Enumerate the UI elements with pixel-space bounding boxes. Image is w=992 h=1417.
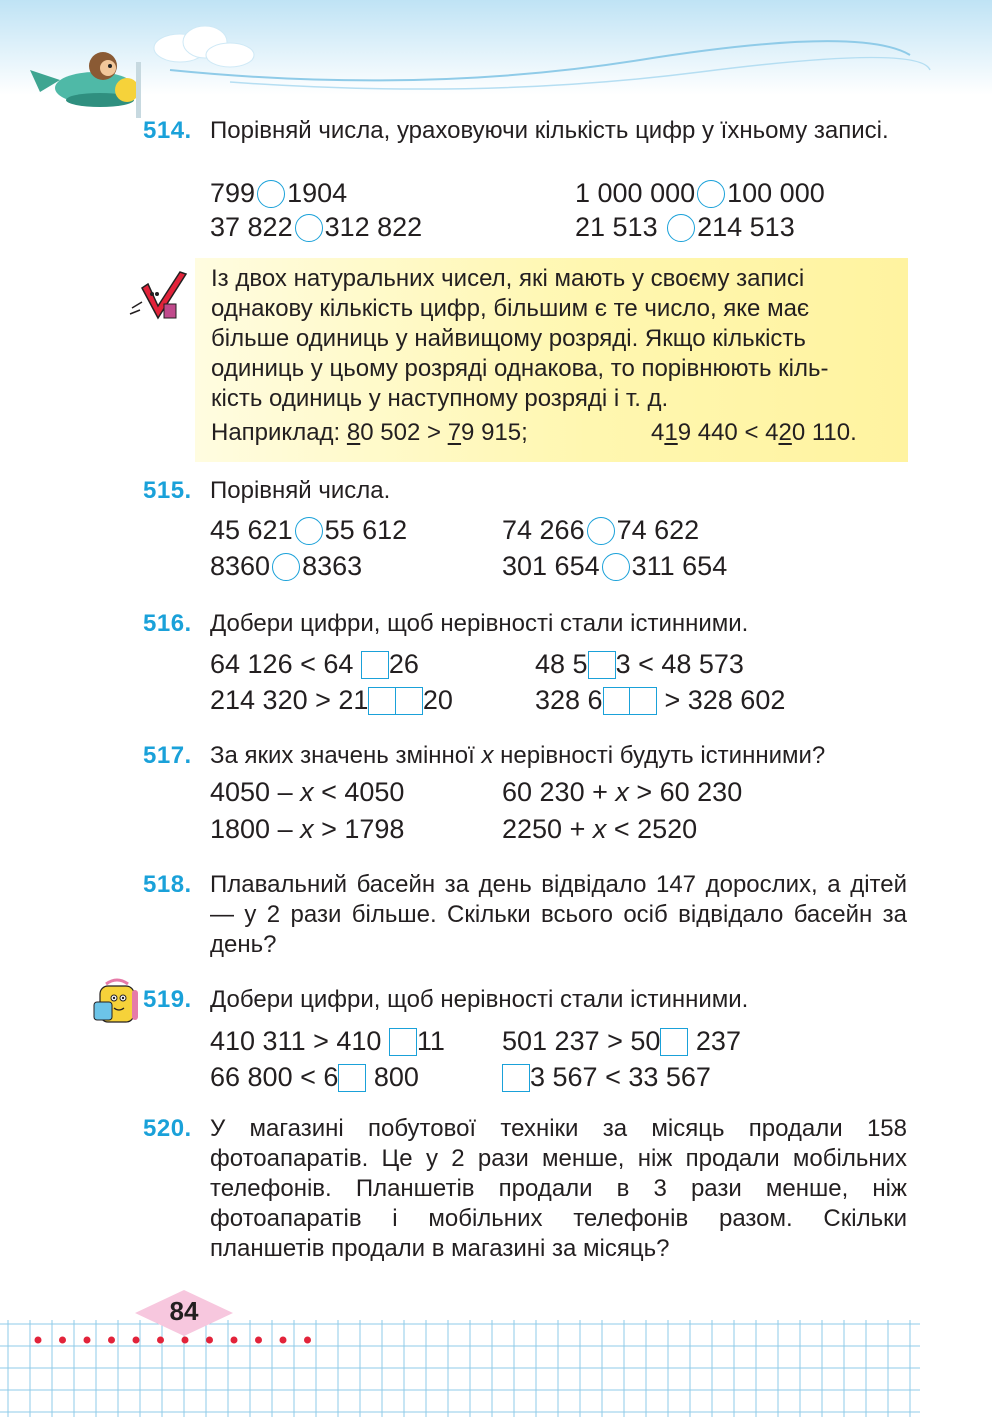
comparison-row [575, 210, 795, 244]
exercise-text: Порівняй числа. [210, 477, 391, 504]
number-right: 1904 [287, 178, 348, 208]
number-right: 312 822 [324, 212, 423, 242]
inequality-row: 214 320 > 21 20 [210, 685, 453, 715]
page-number: 84 [169, 1296, 199, 1326]
comparison-row: 74 266 74 622 [502, 515, 700, 545]
digit-box[interactable] [660, 1028, 688, 1056]
decor-dot [280, 1337, 287, 1344]
comparison-circle[interactable] [697, 180, 725, 208]
exercise-text: Добери цифри, щоб нерівності стали істинними. [210, 986, 749, 1013]
inequality-row: 4050 – x < 4050 [210, 777, 405, 807]
exercise-text: За яких значень змінної x нерівності будуть істинними? [210, 742, 826, 769]
decor-dot [84, 1337, 91, 1344]
decor-dot [304, 1337, 311, 1344]
rule-line: більше одиниць у найвищому розряді. Якщо кількість [211, 325, 806, 352]
digit-box[interactable] [389, 1028, 417, 1056]
exercise-number: 519. [143, 986, 192, 1013]
decor-dot [206, 1337, 213, 1344]
decor-dot [182, 1337, 189, 1344]
inequality-row: 3 567 < 33 567 [502, 1060, 711, 1094]
comparison-row [210, 210, 422, 244]
exercise-number: 518. [143, 871, 192, 898]
exercise-number: 515. [143, 477, 192, 504]
decor-dot [231, 1337, 238, 1344]
decor-dot [157, 1337, 164, 1344]
comparison-circle[interactable] [272, 553, 300, 581]
digit-box[interactable] [588, 651, 616, 679]
digit-box[interactable] [361, 651, 389, 679]
digit-box[interactable] [395, 687, 423, 715]
digit-box[interactable] [338, 1064, 366, 1092]
comparison-circle[interactable] [295, 214, 323, 242]
inequality-row: 1800 – x > 1798 [210, 814, 405, 844]
inequality-row: 328 6 > 328 602 [535, 685, 786, 715]
decor-dot [35, 1337, 42, 1344]
comparison-row [575, 176, 825, 210]
digit-box[interactable] [502, 1064, 530, 1092]
inequality-row: 410 311 > 410 11 [210, 1026, 445, 1056]
number-left: 1 000 000 [575, 178, 696, 208]
exercise-number: 520. [143, 1115, 192, 1142]
checkmark-rule-icon [128, 268, 192, 330]
number-right: 214 513 [697, 212, 795, 242]
comparison-circle[interactable] [667, 214, 695, 242]
decor-dot [133, 1337, 140, 1344]
sky-header [0, 0, 992, 130]
comparison-circle[interactable] [602, 553, 630, 581]
rule-line: одиниць у цьому розряді однакова, то порівнюють кіль- [211, 355, 829, 382]
number-right: 100 000 [727, 178, 825, 208]
decor-dot [108, 1337, 115, 1344]
comparison-row: 8360 8363 [210, 551, 363, 581]
rule-example [211, 418, 528, 448]
exercise-text: Порівняй числа, ураховуючи кількість цифр у їхньому записі. [210, 117, 889, 144]
exercise-number: 514. [143, 117, 192, 144]
inequality-row: 2250 + x < 2520 [502, 814, 698, 844]
example-label: Наприклад: [211, 419, 341, 446]
decor-dot [255, 1337, 262, 1344]
exercise-number: 517. [143, 742, 192, 769]
comparison-row [210, 176, 347, 210]
exercise-number: 516. [143, 610, 192, 637]
digit-box[interactable] [603, 687, 631, 715]
decor-dot [59, 1337, 66, 1344]
exercise-text: Добери цифри, щоб нерівності стали істинними. [210, 610, 749, 637]
example-2: 419 440 < 420 110. [651, 419, 857, 446]
comparison-circle[interactable] [257, 180, 285, 208]
comparison-circle[interactable] [587, 517, 615, 545]
inequality-row: 64 126 < 64 26 [210, 649, 419, 679]
inequality-row: 501 237 > 50 237 [502, 1026, 741, 1056]
comparison-row: 45 621 55 612 [210, 515, 408, 545]
inequality-row: 48 5 3 < 48 573 [535, 649, 744, 679]
rule-line: Із двох натуральних чисел, які мають у своєму записі [211, 265, 805, 292]
exercise-text: У магазині побутової техніки за місяць продали 158 фотоапаратів. Це у 2 рази менше, ніж продали мобільних телефонів. Планшетів продали в 3 рази менше, ніж фотоапаратів і мобільних телефонів разом. Скільки планшетів продали в магазині за місяць? [210, 1115, 907, 1262]
comparison-row: 301 654 311 654 [502, 551, 728, 581]
number-left: 37 822 [210, 212, 293, 242]
example-1: 80 502 > 79 915; [346, 419, 528, 446]
exercise-text: Плавальний басейн за день відвідало 147 дорослих, а дітей — у 2 рази більше. Скільки всього осіб відвідало басейн за день? [210, 871, 907, 958]
rule-line: однакову кількість цифр, більшим є те число, яке має [211, 295, 810, 322]
backpack-icon [92, 978, 142, 1026]
digit-box[interactable] [629, 687, 657, 715]
number-left: 21 513 [575, 212, 658, 242]
digit-box[interactable] [368, 687, 396, 715]
rule-line: кість одиниць у наступному розряді і т. д. [211, 385, 669, 412]
number-left: 799 [210, 178, 256, 208]
inequality-row: 60 230 + x > 60 230 [502, 777, 743, 807]
comparison-circle[interactable] [295, 517, 323, 545]
inequality-row: 66 800 < 6 800 [210, 1062, 419, 1092]
